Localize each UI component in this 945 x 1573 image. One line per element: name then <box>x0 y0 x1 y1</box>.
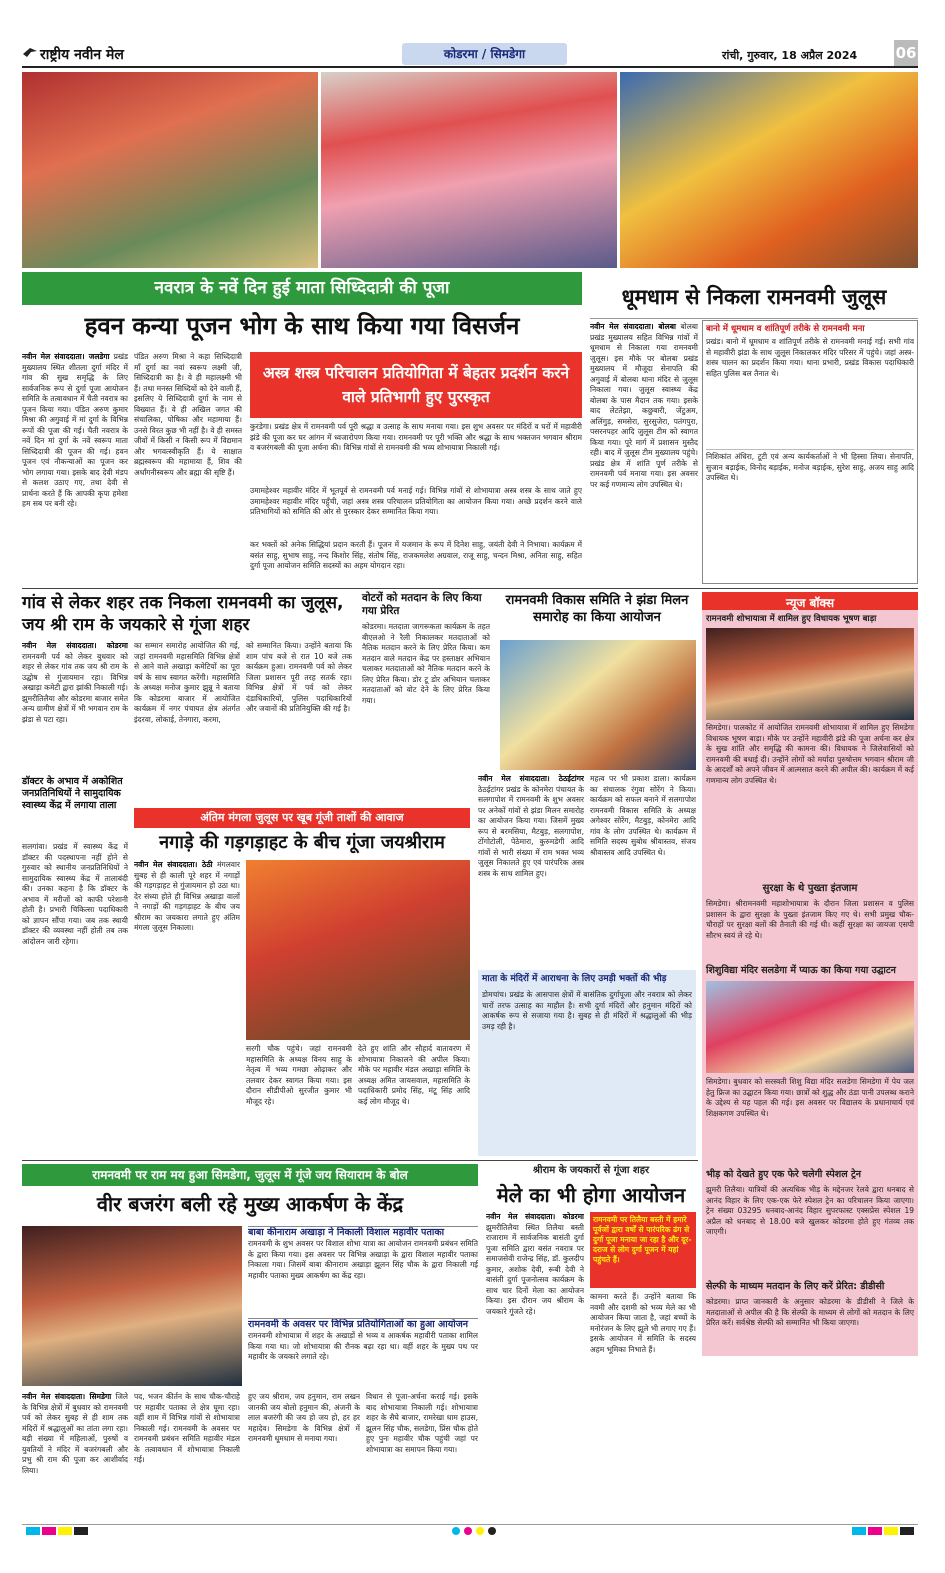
story8-col1: नवीन मेल संवाददाता। ठेठी मंगलवार सुबह से ही काली पूरे शहर में नगाड़ों की गड़गड़ाहट से गुंजायमान हो उठा था। देर संध्या होते ही विभिन्न अखाड़ा वालों ने नगाड़ों की गड़गड़ाहट के बीच जय श्रीराम का जयकारा लगाते हुए अंतिम मंगला जुलूस निकाला। <box>134 860 240 932</box>
story4-headline: गांव से लेकर शहर तक निकला रामनवमी का जुलूस, जय श्री राम के जयकारे से गूंजा शहर <box>22 593 344 635</box>
story3-headline: धूमधाम से निकला रामनवमी जुलूस <box>621 285 887 309</box>
news-box-title: न्यूज बॉक्स <box>785 596 835 610</box>
story11-quote: रामनवमी पर तिलैया बस्ती में हमारे पूर्वजों द्वारा वर्षों से पारंपरिक ढंग से दुर्गा पूजा मनाया जा रहा है और दूर-दराज से लोग दुर्गा पूजन में यहां पहुंचते हैं। <box>593 1215 692 1264</box>
color-swatch-magenta-2 <box>464 1527 472 1535</box>
photo-durga-puja <box>22 72 318 268</box>
story10-sub1-text: रामनवमी के शुभ अवसर पर विशाल शोभा यात्रा का आयोजन रामनवमी प्रबंधन समिति के द्वारा किया गया। इस अवसर पर विभिन्न अखाड़ा के द्वारा विशाल महावीर पताका निकाला गया। जिसमें बाबा कीनाराम अखाड़ा झूलन सिंह चौक के द्वारा निकाली गई महावीर पताका मुख्य आकर्षण का केंद्र रहा। <box>248 1239 478 1280</box>
photo-shishu-vidya-mandir <box>706 981 914 1073</box>
story10-sub1-box <box>248 1226 478 1314</box>
story2-headline: अस्त्र शस्त्र परिचालन प्रतियोगिता में बेहतर प्रदर्शन करने वाले प्रतिभागी हुए पुरस्कृत <box>262 364 570 406</box>
story1-kicker-band <box>22 272 582 305</box>
color-swatch-cyan <box>26 1527 40 1535</box>
story10-byline: नवीन मेल संवाददाता। सिमडेगा <box>22 1392 112 1401</box>
story10-kicker: रामनवमी पर राम मय हुआ सिमडेगा, जुलूस में गूंजे जय सियाराम के बोल <box>92 1168 408 1182</box>
color-swatch-black-3 <box>900 1527 914 1535</box>
story1-byline: नवीन मेल संवाददाता। जलडेगा <box>22 352 110 361</box>
story8-byline: नवीन मेल संवाददाता। ठेठी <box>134 860 213 869</box>
story3-box <box>702 320 918 584</box>
story3-rule <box>590 318 918 319</box>
paper-name: राष्ट्रीय नवीन मेल <box>40 47 124 63</box>
story8-kicker-band <box>134 808 470 828</box>
story4-col2: का सम्मान समारोह आयोजित की गई, जहां रामनवमी महासमिति विभिन्न क्षेत्रों से आने वाले अखाड़ा कमेटियों का पूरा वर्ष के साथ स्वागत करेंगी। महासमिति के अध्यक्ष मनोज कुमार झुन्नू ने बताया कि कोडरमा बाजार में आयोजित कार्यक्रम में नगर पंचायत क्षेत्र अंतर्गत इंदरवा, लोकाई, तेनगारा, करमा, <box>134 641 240 724</box>
story7-text: सलगांवा। प्रखंड में स्वास्थ्य केंद्र में डॉक्टर की पदस्थापना नहीं होने से गुरुवार को स्थानीय जनप्रतिनिधियों ने सामुदायिक स्वास्थ्य केंद्र में तालाबंदी की। उनका कहना है कि डॉक्टर के अभाव में मरीजों को काफी परेशानी होती है। प्रभारी चिकित्सा पदाधिकारी को ज्ञापन सौंपा गया। जब तक स्थायी डॉक्टर की व्यवस्था नहीं होती तब तक आंदोलन जारी रहेगा। <box>22 842 128 946</box>
news-item1-head: रामनवमी शोभायात्रा में शामिल हुए विधायक भूषण बाड़ा <box>706 614 877 624</box>
story6-col2: महत्व पर भी प्रकाश डाला। कार्यक्रम का संचालक रंगुवा सोरेंग ने किया। कार्यक्रम को सफल बनाने में सलगापोश रामनवमी विकास समिति के अध्यक्ष अगेश्वर सोरेंग, मैटबुड़, कोनमेरा आदि गांव के लोग उपस्थित थे। कार्यक्रम में समिति सदस्य सुबोध श्रीवास्तव, संजय श्रीवास्तव आदि उपस्थित थे। <box>590 774 696 857</box>
color-swatch-cyan-2 <box>452 1527 460 1535</box>
photo-prize-distribution <box>620 72 918 268</box>
color-swatch-yellow-2 <box>476 1527 484 1535</box>
story11-col2: कामना करते हैं। उन्होंने बताया कि नवमी और दशमी को भव्य मेले का भी आयोजन किया जाता है, जहां बच्चों के मनोरंजन के लिए झूले भी लगाए गए हैं। इसके आयोजन में समिति के सदस्य अहम भूमिका निभाते हैं। <box>590 1292 696 1354</box>
story1-col2: पंडित अरुण मिश्रा ने कहा सिध्दिदात्री माँ दुर्गा का नवां स्वरूप लक्ष्मी जी, सिध्दिदात्री का है। वे ही महालक्ष्मी भी हैं। तथा मनस्त सिध्दियों को देने वाली हैं, इसलिए ये सिध्दिदात्री दुर्गा के नाम से विख्यात हैं। वे ही अखिल जगत की संचालिका, पोषिका और महामाया हैं। उनसे विरत कुछ भी नहीं है। वे ही समस्त जीवों में किसी न किसी रूप में विद्यमान और भगवत्स्वीकृति हैं। ये साक्षात ब्रह्मस्वरूप की महामाया हैं, शिव की अर्धांगनीस्वरूप और ब्रह्मा की सृष्टि हैं। <box>134 352 242 477</box>
story3-box-names: निशिकांत अंधिरा, टूटी एवं अन्य कार्यकर्ताओं ने भी हिस्सा लिया। सेनापति, सुजान बड़ाईक, विनोद बड़ाईक, मनोज बड़ाईक, सुरेश साहु, अजय साहु आदि उपस्थित थे। <box>706 452 914 482</box>
news-item3-text: सिमडेगा। बुधवार को सरस्वती शिशु विद्या मंदिर सलडेगा सिमडेगा में पेय जल हेतु फ्रिज का उद्घाटन किया गया। छात्रों को शुद्ध और ठंडा पानी उपलब्ध कराने के उद्देश्य से यह पहल की गई। इस अवसर पर विद्यालय के प्रधानाचार्य एवं शिक्षकगण उपस्थित थे। <box>706 1077 914 1118</box>
story8-col2: सरगी चौक पहुंचे। जहां रामनवमी महासमिति के अध्यक्ष विनय साहु के नेतृत्व में भव्य गमछा ओढ़ाकर और तलवार देकर स्वागत किया गया। इस दौरान सीडीपीओ सुरजीत कुमार भी मौजूद रहे। <box>246 1044 352 1106</box>
color-swatch-cyan-3 <box>852 1527 866 1535</box>
story10-kicker-band <box>22 1164 478 1186</box>
story9-box <box>478 970 696 1156</box>
news-item5-head: सेल्फी के माध्यम मतदान के लिए करें प्रेरित: डीडीसी <box>706 1281 885 1292</box>
divider-row2 <box>22 1160 698 1161</box>
story2-col2: उमामहेश्वर महावीर मंदिर में भूतपूर्व से रामनवमी पर्व मनाई गई। विभिन्न गांवों से शोभायात्रा अस्त्र शस्त्र के साथ जाते हुए उमामहेश्वर महावीर मंदिर पहुँची, जहां अस्त्र शस्त्र परिचालन प्रतियोगिता का आयोजन किया गया। अच्छे प्रदर्शन करने वाले प्रतिभागियों को समिति की ओर से पुरस्कार देकर सम्मानित किया गया। <box>250 486 582 516</box>
color-swatch-black-2 <box>488 1527 496 1535</box>
news-item4-text: झुमरी तिलैया। यात्रियों की अत्यधिक भीड़ के मद्देनजर रेलवे द्वारा धनबाद से आनंद विहार के लिए एक-एक फेरे स्पेशल ट्रेन का परिचालन किया जाएगा। ट्रेन संख्या 03295 धनबाद-आनंद विहार सुपरफास्ट एक्सप्रेस स्पेशल 19 अप्रैल को धनबाद से 18.00 बजे खुलकर कोडरमा होते हुए गंतव्य तक जाएगी। <box>706 1185 914 1236</box>
story11-headline: मेले का भी होगा आयोजन <box>496 1183 686 1207</box>
story2-col1: कुरडेगा। प्रखंड क्षेत्र में रामनवमी पर्व पूरी श्रद्धा व उत्साह के साथ मनाया गया। इस शुभ अवसर पर मंदिरों व घरों में महावीरी झंडे की पूजा कर घर आंगन में ध्वजारोपण किया गया। रामनवमी पर पूरी भक्ति और श्रद्धा के साथ भक्तजन भगवान श्रीराम व बजरंगबली की पूजा अर्चना की। विभिन्न गांवों से रामनवमी की भव्य शोभायात्रा निकाली गई। <box>250 422 582 452</box>
color-swatch-magenta <box>42 1527 56 1535</box>
photo-bajrangbali <box>22 1226 242 1386</box>
story5-headline: वोटरों को मतदान के लिए किया गया प्रेरित <box>362 592 482 617</box>
story10-sub2-text: रामनवमी शोभायात्रा में शहर के अखाड़ों से भव्य व आकर्षक महावीरी पताका शामिल किया गया था। जो शोभायात्रा की रौनक बढ़ा रहा था। वहीं शहर के मुख्य पथ पर महावीर के जयकारे लगाते रहे। <box>248 1331 478 1361</box>
registration-bar <box>22 1524 918 1536</box>
story6-byline: नवीन मेल संवाददाता। ठेठईटांगर <box>478 774 584 783</box>
story2-col3: कर भक्तों को अनेक सिद्धियां प्रदान करती हैं। पूजन में यजमान के रूप में दिनेश साहु, जयंती देवी ने निभाया। कार्यक्रम में बसंत साहु, सुभाष साहु, नन्द किशोर सिंह, संतोष सिंह, राजकमलेश अग्रवाल, राजू साहु, चन्दन मिश्रा, अनिता साहु, सहित दुर्गा पूजा आयोजन समिति सदस्यों का अहम योगदान रहा। <box>250 540 582 570</box>
story4-col3: को सम्मानित किया। उन्होंने बताया कि शाम पांच बजे से रात 10 बजे तक कार्यक्रम हुआ। रामनवमी पर्व को लेकर जिला प्रशासन पूरी तरह सतर्क रहा। विभिन्न क्षेत्रों में पर्व को लेकर दंडाधिकारियों, पुलिस पदाधिकारियों और जवानों की प्रतिनियुक्ति की गई है। <box>246 641 352 713</box>
dateline: रांची, गुरुवार, 18 अप्रैल 2024 <box>722 49 858 62</box>
photo-jhanda-milan <box>500 640 696 770</box>
story6-headline: रामनवमी विकास समिति ने झंडा मिलन समारोह का किया आयोजन <box>505 593 689 625</box>
story5-text: कोडरमा। मतदाता जागरूकता कार्यक्रम के तहत बीएलओ ने रैली निकालकर मतदाताओं को नैतिक मतदान करने के लिए प्रेरित किया। कम मतदान वाले मतदान केंद्र पर हस्ताक्षर अभियान चलाकर मतदाताओं को नैतिक मतदान करने के लिए प्रेरित किया। डोर टू डोर अभियान चलाकर मतदाताओं को वोट देने के लिए प्रेरित किया गया। <box>362 622 490 705</box>
masthead <box>22 40 918 68</box>
news-item3-head: शिशुविद्या मंदिर सलडेगा में प्याऊ का किया गया उद्घाटन <box>706 965 896 976</box>
story9-text: डोमचांच। प्रखंड के आसपास क्षेत्रों में बासंतिक दुर्गापूजा और नवरात्र को लेकर चारों तरफ उत्साह का माहौल है। सभी दुर्गा मंदिरों और हनुमान मंदिरों को आकर्षक रूप से सजाया गया है। सुबह से ही मंदिरों में श्रद्धालुओं की भीड़ उमड़ रही है। <box>482 990 692 1031</box>
bird-logo-icon <box>22 44 38 58</box>
story6-col1: नवीन मेल संवाददाता। ठेठईटांगर ठेठईटांगर प्रखंड के कोनमेरा पंचायत के सलगापोश में रामनवमी के शुभ अवसर पर अनेकों गांवों से झंडा मिलन समारोह का आयोजन किया गया। जिसमें मुख्य रूप से बरमसिया, मैटबुड़, सलगापोश, टोंगोटोली, पेठेमारा, कुरुमडेगी आदि गांवों से भारी संख्या में राम भक्त भव्य जुलूस निकालते हुए एवं पारंपरिक अस्त्र शस्त्र के साथ शामिल हुए। <box>478 774 584 878</box>
news-box <box>702 592 918 1356</box>
story10-sub2-box <box>248 1318 478 1388</box>
story11-quote-box <box>590 1212 696 1288</box>
news-box-header <box>702 592 918 610</box>
news-item2-head: सुरक्षा के थे पुख्ता इंतजाम <box>762 883 858 894</box>
story11-kicker: श्रीराम के जयकारों से गूंजा शहर <box>532 1165 650 1176</box>
news-item2-text: सिमडेगा। श्रीरामनवमी महाशोभायात्रा के दौरान जिला प्रशासन व पुलिस प्रशासन के द्वारा सुरक्षा के पुख्ता इंतजाम किए गए थे। सभी प्रमुख चौक-चौराहों पर सुरक्षा बलों की तैनाती की गई थी। कहीं सुरक्षा का जायजा एसपी सौरभ स्वयं ले रहे थे। <box>706 899 914 940</box>
color-swatch-yellow <box>58 1527 72 1535</box>
page-number: 06 <box>894 40 918 66</box>
story4-byline: नवीन मेल संवाददाता। कोडरमा <box>22 641 128 650</box>
story10-col2: पद, भजन कीर्तन के साथ चौक-चौराहे पर महावीर पताका ले क्षेत्र घूमा रहा। वहीं शाम में विभिन्न गांवों से शोभायात्रा निकाली गई। रामनवमी के अवसर पर रामनवमी प्रबंधन समिति महावीर मंडल के तत्वावधान में शोभायात्रा निकाली गई। <box>134 1392 240 1464</box>
story3-box-text: प्रखंड। बानो में धूमधाम व शांतिपूर्ण तरीके से रामनवमी मनाई गई। सभी गांव से महावीरी झंडा के साथ जुलूस निकालकर मंदिर परिसर में पहुंचे। जहां अस्त्र-शस्त्र चालन का प्रदर्शन किया गया। थाना प्रभारी, प्रखंड विकास पदाधिकारी सहित पुलिस बल तैनात थे। <box>706 337 914 378</box>
story10-sub2-head: रामनवमी के अवसर पर विभिन्न प्रतियोगिताओं का हुआ आयोजन <box>248 1319 469 1330</box>
story10-col4: विधान से पूजा-अर्चना कराई गई। इसके बाद शोभायात्रा निकाली गई। शोभायात्रा शहर के सैघे बाजार, रामरेखा धाम हाउस, झूलन सिंह चौक, सलडेगा, प्रिंस चौक होते हुए पुनः महावीर चौक पहुंची जहां पर शोभायात्रा का समापन किया गया। <box>366 1392 478 1454</box>
story7-headline: डॉक्टर के अभाव में अकोशित जनप्रतिनिधियों ने सामुदायिक स्वास्थ्य केंद्र में लगाया ताला <box>22 776 123 811</box>
story8-kicker: अंतिम मंगला जुलूस पर खूब गूंजी ताशों की आवाज <box>200 811 404 824</box>
color-swatch-yellow-3 <box>884 1527 898 1535</box>
story11-col1: नवीन मेल संवाददाता। कोडरमा झुमरीतिलैया स्थित तिलैया बस्ती राजाराम में सार्वजनिक बासंती दुर्गा पूजा समिति द्वारा बसंत नवरात्र पर समाजसेवी राजेन्द्र सिंह, डॉ. कुलदीप कुमार, अशोक देवी, रूबी देवी ने बासंती दुर्गा पूजनोत्सव कार्यक्रम के साथ चार दिनों मेला का आयोजन किया। इस दौरान जय श्रीराम के जयकारे गूंजते रहे। <box>486 1212 584 1316</box>
news-item4-head: भीड़ को देखते हुए एक फेरे चलेगी स्पेशल ट्रेन <box>706 1169 862 1180</box>
color-swatch-magenta-3 <box>868 1527 882 1535</box>
story1-col1: नवीन मेल संवाददाता। जलडेगा प्रखंड मुख्यालय स्थित शीतला दुर्गा मंदिर में गांव की सुख समृद्धि के लिए सार्वजनिक रूप से दुर्गा पूजा आयोजन समिति के तत्वावधान में चैती नवरात्र का पूजन किया गया। पंडित अरुण कुमार मिश्रा की अगुवाई में मां दुर्गा के विभिन्न रूपों की पूजा की गई। चैती नवरात्र के नवें दिन मां दुर्गा के नवें स्वरूप माता सिध्दिदात्री की पूजन की गई। हवन पूजन एवं नौकन्याओं का पूजन कर भोग लगाया गया। इसके बाद देवी मंडप से कलश उठाए गए, तथा देवी से प्रार्थना करते हैं कि आपकी कृपा हमेशा हम सब पर बनी रहे। <box>22 352 128 508</box>
story10-sub1-head: बाबा कीनाराम अखाड़ा ने निकाली विशाल महावीर पताका <box>248 1227 445 1238</box>
photo-weapon-competition <box>321 72 617 268</box>
story10-headline: वीर बजरंग बली रहे मुख्य आकर्षण के केंद्र <box>96 1192 404 1216</box>
photo-vidhayak <box>706 628 914 720</box>
story8-headline: नगाड़े की गड़गड़ाहट के बीच गूंजा जयश्रीराम <box>159 832 445 853</box>
news-item1-text: सिमडेगा। पालकोट में आयोजित रामनवमी शोभायात्रा में शामिल हुए सिमडेगा विधायक भूषण बाड़ा। मौके पर उन्होंने महावीरी झंडे की पूजा अर्चना कर क्षेत्र के सुख शांति और समृद्धि की कामना की। विधायक ने जिलेवासियों को रामनवमी की बधाई दी। उन्होंने लोगों को मर्यादा पुरुषोत्तम भगवान श्रीराम जी के आदर्शों को अपने जीवन में आत्मसात करने की अपील की। कार्यक्रम में कई गणमान्य लोग उपस्थित थे। <box>706 723 914 785</box>
story3-box-photo <box>706 449 914 450</box>
story8-col3: देते हुए शांति और सौहार्द वातावरण में शोभायात्रा निकालने की अपील किया। मौके पर महावीर मंडल अखाड़ा समिति के अध्यक्ष अमित जायसवाल, महासमिति के पदाधिकारी प्रमोद सिंह, मंटू सिंह आदि कई लोग मौजूद थे। <box>358 1044 470 1106</box>
photo-mangla-julus <box>246 860 470 1040</box>
story3-box-kicker: बानो में धूमधाम व शांतिपूर्ण तरीके से रामनवमी मना <box>706 324 865 334</box>
news-item5-text: कोडरमा। प्राप्त जानकारी के अनुसार कोडरमा के डीडीसी ने जिले के मतदाताओं से अपील की है कि सेल्फी के माध्यम से लोगों को मतदान के लिए प्रेरित करें। सर्वश्रेष्ठ सेल्फी को सम्मानित भी किया जाएगा। <box>706 1297 914 1327</box>
story10-col3: हुए जय श्रीराम, जय हनुमान, राम लखन जानकी जय बोलो हनुमान की, अंजनी के लाल बजरंगी की जय हो जय हो, हर हर महादेव। सिमडेगा के विभिन्न क्षेत्रों में रामनवमी धूमधाम से मनाया गया। <box>248 1392 360 1443</box>
section-tab <box>402 43 567 65</box>
story2-headline-box <box>250 352 582 418</box>
story1-kicker: नवरात्र के नवें दिन हुई माता सिध्दिदात्री की पूजा <box>154 278 450 298</box>
story9-headline: माता के मंदिरों में आराधना के लिए उमड़ी भक्तों की भीड़ <box>482 974 667 984</box>
section-label: कोडरमा / सिमडेगा <box>443 47 526 61</box>
divider-row1 <box>22 588 918 589</box>
story11-byline: नवीन मेल संवाददाता। कोडरमा <box>486 1212 584 1221</box>
story3-col1: नवीन मेल संवाददाता। बोलबा बोलबा प्रखंड मुख्यालय सहित विभिन्न गांवों में धूमधाम से निकाला गया रामनवमी जुलूस। इस मौके पर बोलबा प्रखंड मुख्यालय में मौजूदा सेनापति की अगुवाई में बोलबा थाना मंदिर से जुलूस निकाला गया। जुलूस स्वास्थ्य केंद्र बोलबा के पास मैदान तक गया। इसके बाद लेटतेझा, कछुबारी, जेंटुअम, अलिंगुड़, समसेरा, सुरसुजेरा, पतंगपुरा, पसरनपहर आदि जुलूस टीम को स्वागत किया गया। पूरे मार्ग में प्रशासन मुस्तैद रही। बाद में जुलूस टीम मुख्यालय पहुंचे। प्रखंड क्षेत्र में शांति पूर्ण तरीके से रामनवमी पर्व मनाया गया। इस अवसर पर कई गणमान्य लोग उपस्थित थे। <box>590 322 698 489</box>
story4-col1: नवीन मेल संवाददाता। कोडरमा रामनवमी पर्व को लेकर बुधवार को शहर से लेकर गांव तक जय श्री राम के उद्घोष से गुंजायमान रहा। विभिन्न अखाड़ा कमेटी द्वारा झांकी निकाली गई। झुमरीतिलैया और कोडरमा बाजार समेत अन्य ग्रामीण क्षेत्रों में भी भगवान राम के झंडा से पटा रहा। <box>22 641 128 724</box>
story10-col1: नवीन मेल संवाददाता। सिमडेगा जिले के विभिन्न क्षेत्रों में बुधवार को रामनवमी पर्व को लेकर सुबह से ही शाम तक मंदिरों में श्रद्धालुओं का तांता लगा रहा। बड़ी संख्या में महिलाओं, पुरुषों व युवतियों ने मंदिर में बजरंगबली और प्रभु श्री राम की पूजा कर आशीर्वाद लिया। <box>22 1392 128 1475</box>
color-swatch-black <box>74 1527 88 1535</box>
story1-headline: हवन कन्या पूजन भोग के साथ किया गया विसर्जन <box>84 312 520 340</box>
story3-byline: नवीन मेल संवाददाता। बोलबा <box>590 322 676 331</box>
